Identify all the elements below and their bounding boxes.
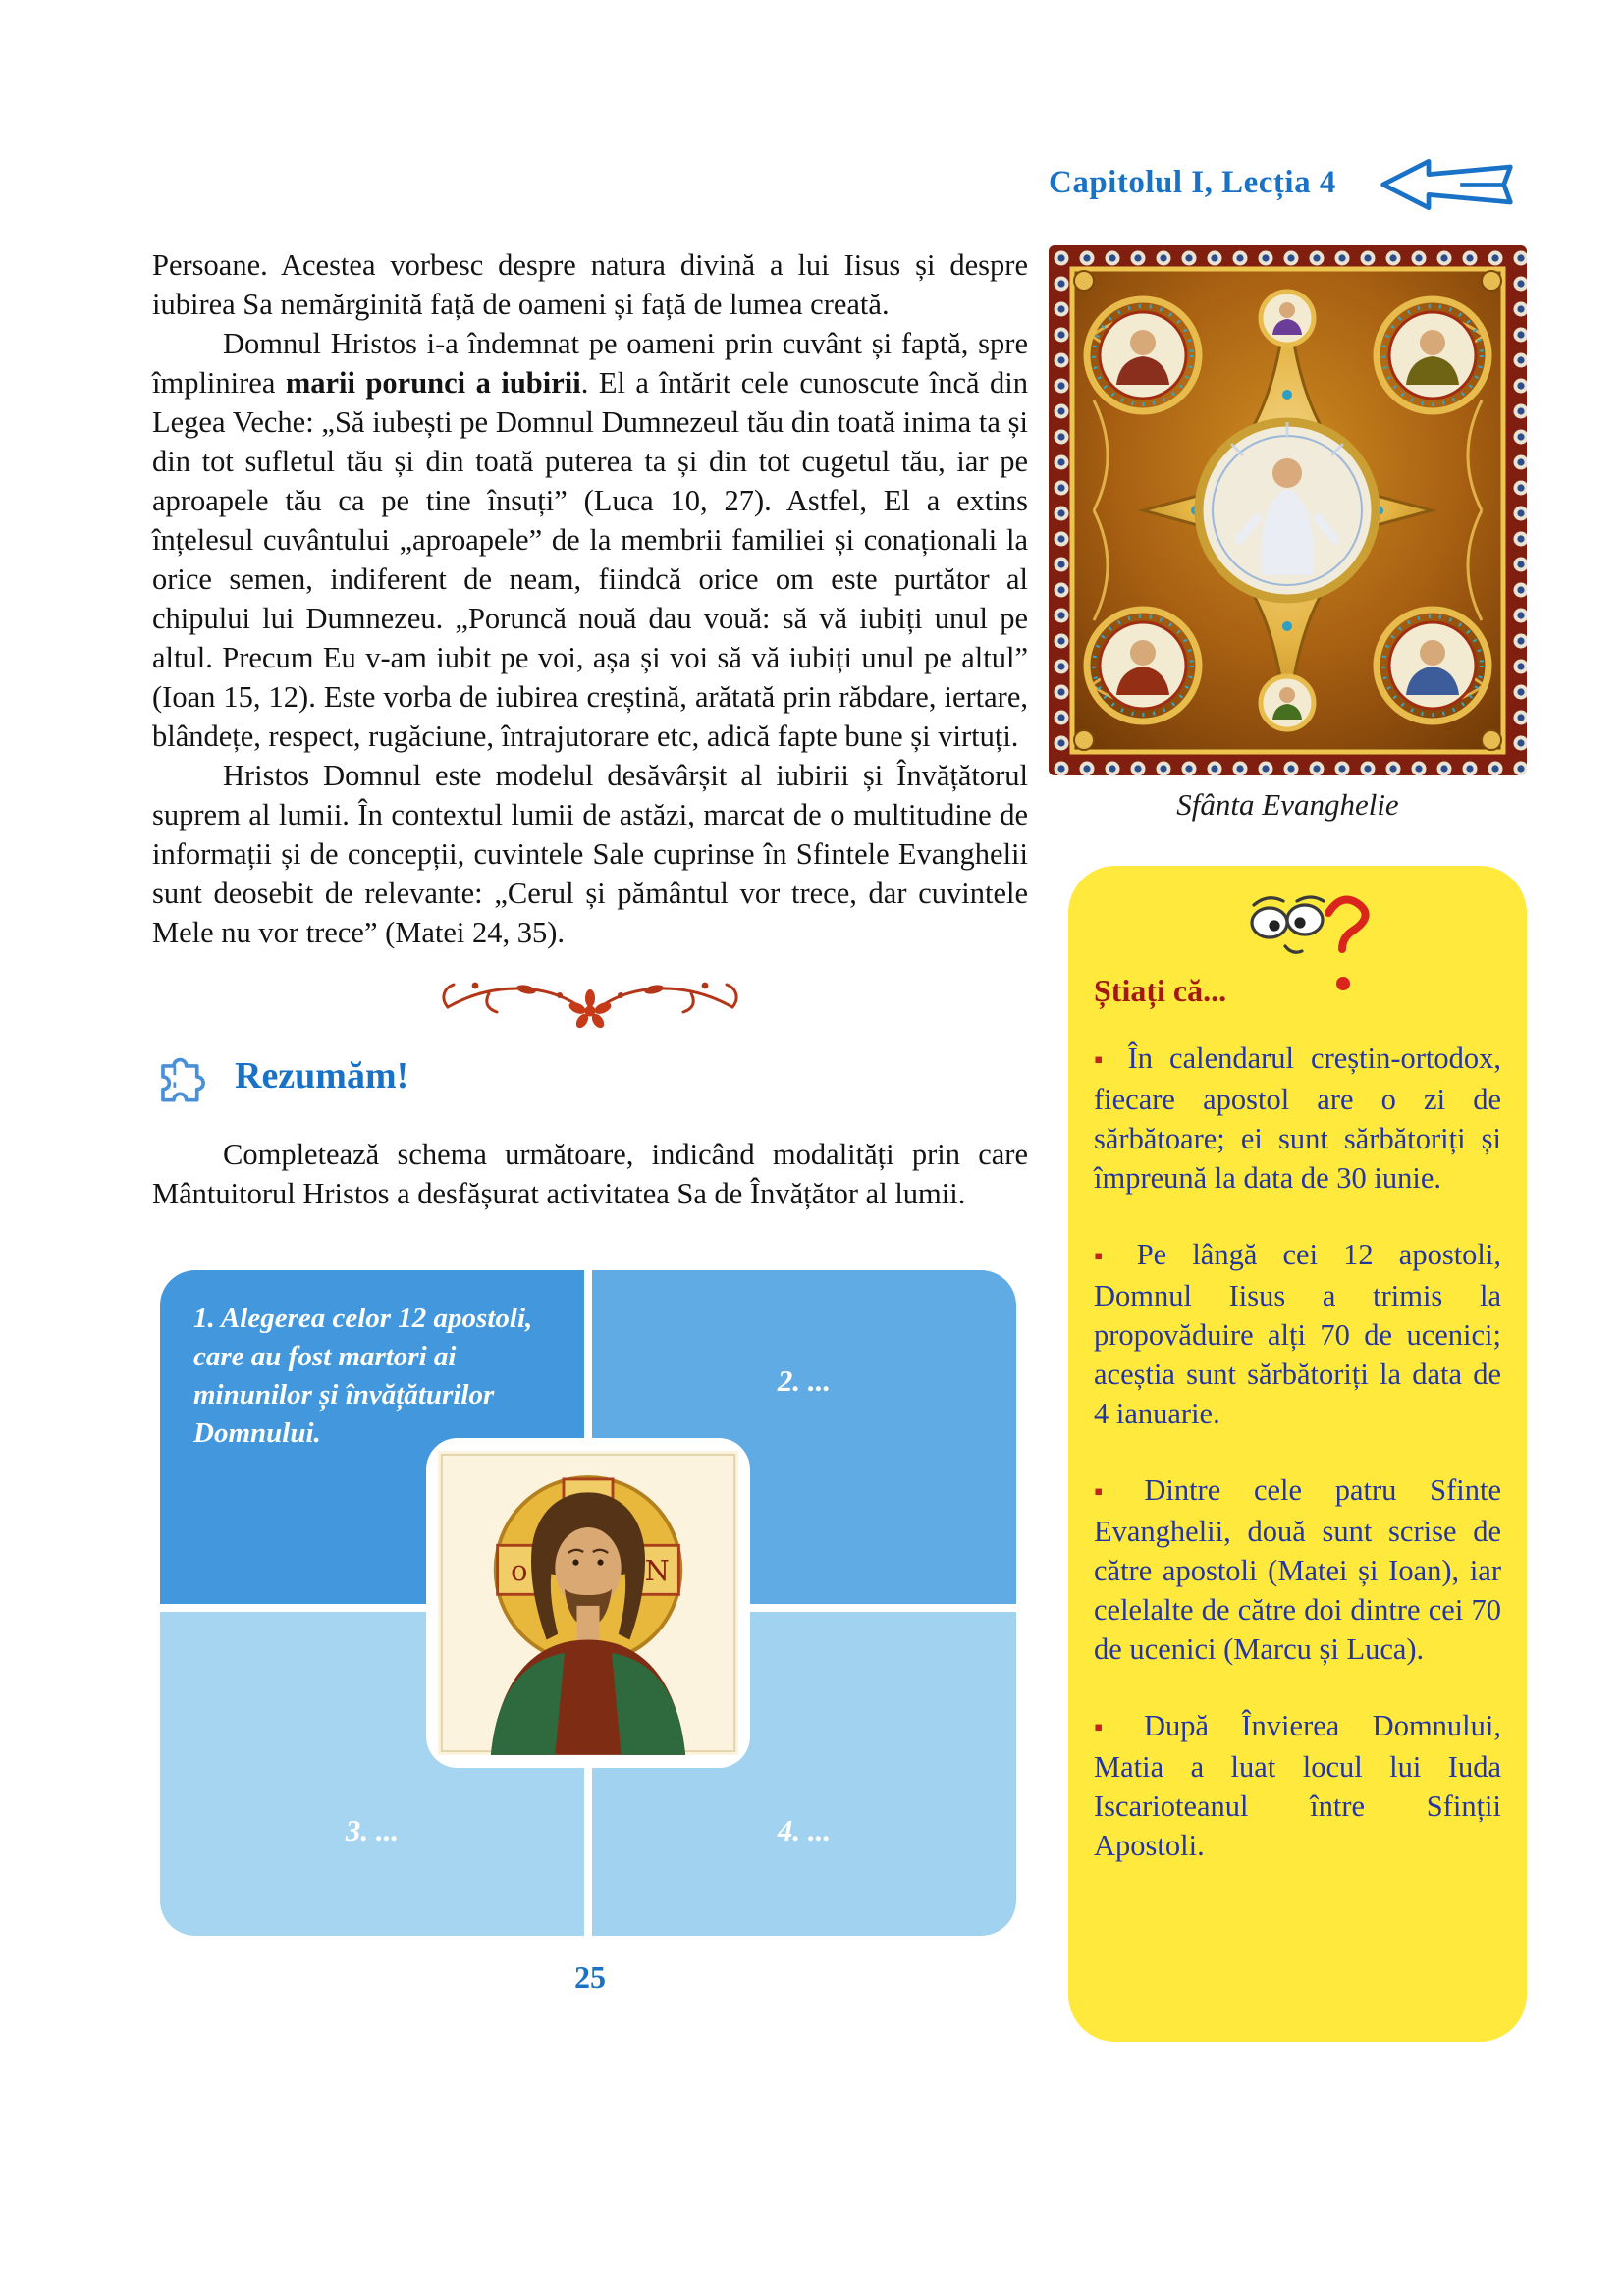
know-box-item-text: După Învierea Domnului, Matia a luat locul lui Iuda Iscarioteanul între Sfinții Apostoli. (1094, 1709, 1501, 1862)
paragraph (152, 324, 1028, 756)
know-box-item-text: În calendarul creștin-ortodox, fiecare apostol are o zi de sărbătoare; ei sunt sărbătoriți și împreună la data de 30 iunie. (1094, 1041, 1502, 1195)
floral-divider-icon (428, 972, 752, 1035)
paragraph: Hristos Domnul este modelul desăvârșit al iubirii și Învățătorul suprem al lumii. În contextul lumii de astăzi, marcat de o multitudine de informații și de concepții, cuvintele Sale cuprinse în Sfintele Evanghelii sunt deosebit de relevante: „Cerul și pământul vor trece, dar cuvintele Mele nu vor trece” (Matei 24, 35). (152, 759, 1028, 949)
question-face-icon (1224, 883, 1372, 996)
bullet-square-icon: ▪ (1094, 1713, 1128, 1741)
diagram-cell-text: 1. Alegerea celor 12 apostoli, care au fost martori ai minunilor și învățăturilor Domnului. (193, 1303, 533, 1449)
paragraph-text: . El a întărit cele cunoscute încă din Legea Veche: „Să iubești pe Domnul Dumnezeul tău din toată inima ta și din tot sufletul tău și din toată puterea ta și din tot cugetul tău, iar pe aproapele tău ca pe tine însuți” (Luca 10, 27). Astfel, El a extins înțelesul cuvântului „aproapele” de la membrii familiei și conaționali la orice semen, indiferent de neam, fiindcă orice om este purtător al chipului lui Dumnezeu. „Poruncă nouă dau vouă: să vă iubiți unul pe altul. Precum Eu v-am iubit pe voi, așa și voi să vă iubiți unul pe altul” (Ioan 15, 12). Este vorba de iubirea creștină, arătată prin răbdare, iertare, blândețe, respect, rugăciune, întrajutorare etc, adică fapte bune și virtuți. (152, 366, 1029, 753)
paragraph-text: Domnul Hristos i-a îndemnat pe oameni prin cuvânt și faptă, spre împlinirea (152, 327, 1028, 400)
christ-icon (432, 1444, 744, 1762)
halo-letter: N (644, 1553, 670, 1587)
know-box-item (1094, 1235, 1501, 1433)
know-box-item (1094, 1039, 1501, 1198)
know-box-item (1094, 1470, 1501, 1669)
section-heading: Rezumăm! (235, 1055, 409, 1096)
diagram-cell-text: 4. ... (777, 1813, 832, 1847)
bullet-square-icon: ▪ (1094, 1242, 1121, 1270)
back-arrow-icon[interactable] (1377, 153, 1516, 216)
know-box-title: Știați că... (1094, 973, 1227, 1008)
instruction-paragraph: Completează schema următoare, indicând modalități prin care Mântuitorul Hristos a desfășurat activitatea Sa de Învățător al lumii. (152, 1138, 1028, 1210)
main-column (152, 245, 1028, 1996)
bold-phrase: marii porunci a iubirii (285, 366, 581, 400)
gospel-cover-image (1049, 245, 1527, 775)
diagram-cell-text: 3. ... (345, 1813, 400, 1847)
bullet-square-icon: ▪ (1094, 1045, 1112, 1074)
page-number: 25 (574, 1959, 606, 1995)
know-box-item-text: Dintre cele patru Sfinte Evanghelii, două sunt scrise de către apostoli (Matei și Ioan), iar celelalte de către doi dintre cei 70 de ucenici (Marcu și Luca). (1094, 1473, 1501, 1666)
gospel-cover-figure (1049, 245, 1527, 823)
halo-letter: o (511, 1553, 528, 1587)
know-box-item (1094, 1706, 1501, 1865)
figure-caption: Sfânta Evanghelie (1176, 787, 1399, 822)
know-box-item-text: Pe lângă cei 12 apostoli, Domnul Iisus a trimis la propovăduire alți 70 de ucenici; aceștia sunt sărbătoriți la data de 4 ianuarie. (1094, 1238, 1501, 1430)
chapter-title: Capitolul I, Lecția 4 (1049, 165, 1336, 200)
bullet-square-icon: ▪ (1094, 1477, 1129, 1506)
know-box-list (1094, 1039, 1501, 1865)
rezumam-heading-row (152, 1044, 1028, 1107)
schema-diagram (160, 1270, 1016, 1936)
paragraph: Persoane. Acestea vorbesc despre natura divină a lui Iisus și despre iubirea Sa nemărginită față de oameni și față de lumea creată. (152, 248, 1028, 321)
puzzle-icon (152, 1044, 215, 1107)
did-you-know-box (1068, 866, 1527, 2042)
diagram-cell-text: 2. ... (777, 1363, 832, 1398)
